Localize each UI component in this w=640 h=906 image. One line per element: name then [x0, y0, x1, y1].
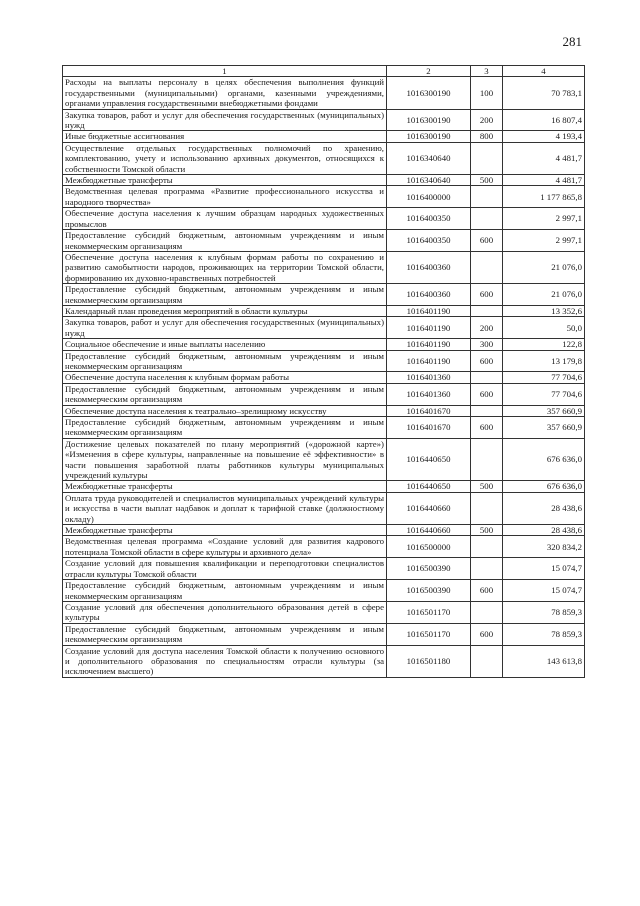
row-expense-type: 300 [471, 339, 503, 350]
table-row [63, 175, 585, 186]
row-code: 1016501170 [387, 623, 471, 645]
row-name: Календарный план проведения мероприятий в области культуры [63, 305, 387, 316]
table-row [63, 131, 585, 142]
table-header-row [63, 66, 585, 77]
row-sum: 1 177 865,8 [503, 186, 585, 208]
row-sum: 2 997,1 [503, 230, 585, 252]
row-code: 1016340640 [387, 175, 471, 186]
row-code: 1016401190 [387, 350, 471, 372]
row-expense-type: 200 [471, 317, 503, 339]
row-sum: 320 834,2 [503, 536, 585, 558]
header-code: 2 [387, 66, 471, 77]
row-sum: 78 859,3 [503, 623, 585, 645]
table-row [63, 339, 585, 350]
row-code: 1016401190 [387, 317, 471, 339]
table-row [63, 142, 585, 174]
row-code: 1016300190 [387, 109, 471, 131]
row-expense-type: 100 [471, 77, 503, 109]
header-name: 1 [63, 66, 387, 77]
row-name: Предоставление субсидий бюджетным, автономным учреждениям и иным некоммерческим организациям [63, 623, 387, 645]
table-row [63, 230, 585, 252]
row-sum: 143 613,8 [503, 645, 585, 677]
row-expense-type [471, 372, 503, 383]
row-sum: 357 660,9 [503, 417, 585, 439]
row-code: 1016500390 [387, 580, 471, 602]
row-expense-type: 500 [471, 525, 503, 536]
row-name: Достижение целевых показателей по плану мероприятий («дорожной карте») «Изменения в сфере культуры, направленные на повышение её эффективности» в части повышения заработной платы работников культуры муниципальных учреждений культуры [63, 438, 387, 481]
row-expense-type [471, 536, 503, 558]
row-name: Создание условий для доступа населения Томской области к получению основного и дополнительного образования по специальностям отрасли культуры (за исключением высшего) [63, 645, 387, 677]
row-expense-type [471, 645, 503, 677]
row-expense-type [471, 305, 503, 316]
row-sum: 21 076,0 [503, 284, 585, 306]
row-name: Ведомственная целевая программа «Развитие профессионального искусства и народного творчества» [63, 186, 387, 208]
row-sum: 4 193,4 [503, 131, 585, 142]
row-sum: 77 704,6 [503, 383, 585, 405]
table-row [63, 536, 585, 558]
table-row [63, 405, 585, 416]
row-expense-type: 600 [471, 580, 503, 602]
table-row [63, 186, 585, 208]
budget-table [62, 65, 585, 678]
row-expense-type [471, 186, 503, 208]
row-name: Предоставление субсидий бюджетным, автономным учреждениям и иным некоммерческим организациям [63, 230, 387, 252]
row-code: 1016400360 [387, 284, 471, 306]
table-row [63, 305, 585, 316]
row-expense-type [471, 208, 503, 230]
table-row [63, 525, 585, 536]
row-expense-type: 500 [471, 481, 503, 492]
row-name: Межбюджетные трансферты [63, 481, 387, 492]
row-expense-type [471, 142, 503, 174]
table-row [63, 317, 585, 339]
row-expense-type [471, 405, 503, 416]
row-expense-type [471, 558, 503, 580]
row-name: Обеспечение доступа населения к клубным формам работы по сохранению и развитию самобытности народов, проживающих на территории Томской области, формированию их духовно-нравственных потребностей [63, 251, 387, 283]
row-sum: 676 636,0 [503, 438, 585, 481]
row-name: Закупка товаров, работ и услуг для обеспечения государственных (муниципальных) нужд [63, 317, 387, 339]
table-row [63, 580, 585, 602]
row-code: 1016400000 [387, 186, 471, 208]
row-code: 1016401670 [387, 405, 471, 416]
page-number: 281 [562, 34, 582, 49]
row-sum: 78 859,3 [503, 601, 585, 623]
row-name: Оплата труда руководителей и специалистов муниципальных учреждений культуры и искусства в части выплат надбавок и доплат к тарифной ставке (должностному окладу) [63, 492, 387, 524]
row-name: Иные бюджетные ассигнования [63, 131, 387, 142]
row-name: Межбюджетные трансферты [63, 525, 387, 536]
row-sum: 2 997,1 [503, 208, 585, 230]
row-sum: 4 481,7 [503, 142, 585, 174]
row-code: 1016501170 [387, 601, 471, 623]
row-name: Ведомственная целевая программа «Создание условий для развития кадрового потенциала Томской области в сфере культуры и архивного дела» [63, 536, 387, 558]
row-expense-type: 600 [471, 230, 503, 252]
row-code: 1016300190 [387, 77, 471, 109]
row-sum: 13 179,8 [503, 350, 585, 372]
table-body [63, 77, 585, 677]
row-code: 1016401360 [387, 383, 471, 405]
row-code: 1016400350 [387, 230, 471, 252]
row-name: Предоставление субсидий бюджетным, автономным учреждениям и иным некоммерческим организациям [63, 383, 387, 405]
table-row [63, 251, 585, 283]
row-name: Осуществление отдельных государственных полномочий по хранению, комплектованию, учету и использованию архивных документов, относящихся к собственности Томской области [63, 142, 387, 174]
row-name: Социальное обеспечение и иные выплаты населению [63, 339, 387, 350]
row-name: Предоставление субсидий бюджетным, автономным учреждениям и иным некоммерческим организациям [63, 417, 387, 439]
row-code: 1016400350 [387, 208, 471, 230]
row-sum: 28 438,6 [503, 525, 585, 536]
row-name: Обеспечение доступа населения к лучшим образцам народных художественных промыслов [63, 208, 387, 230]
row-name: Обеспечение доступа населения к театрально–зрелищному искусству [63, 405, 387, 416]
row-expense-type [471, 492, 503, 524]
row-sum: 77 704,6 [503, 372, 585, 383]
row-expense-type: 600 [471, 284, 503, 306]
row-sum: 15 074,7 [503, 558, 585, 580]
row-sum: 50,0 [503, 317, 585, 339]
header-type: 3 [471, 66, 503, 77]
row-code: 1016300190 [387, 131, 471, 142]
row-code: 1016500000 [387, 536, 471, 558]
header-sum: 4 [503, 66, 585, 77]
table-row [63, 208, 585, 230]
row-sum: 21 076,0 [503, 251, 585, 283]
row-sum: 122,8 [503, 339, 585, 350]
row-name: Создание условий для повышения квалификации и переподготовки специалистов отрасли культуры Томской области [63, 558, 387, 580]
row-name: Создание условий для обеспечения дополнительного образования детей в сфере культуры [63, 601, 387, 623]
row-code: 1016440660 [387, 492, 471, 524]
table-row [63, 601, 585, 623]
row-name: Расходы на выплаты персоналу в целях обеспечения выполнения функций государственными (муниципальными) органами, казенными учреждениями, органами управления государственными внебюджетными фондами [63, 77, 387, 109]
row-code: 1016440650 [387, 438, 471, 481]
row-name: Межбюджетные трансферты [63, 175, 387, 186]
table-row [63, 417, 585, 439]
row-sum: 676 636,0 [503, 481, 585, 492]
table-row [63, 438, 585, 481]
row-sum: 4 481,7 [503, 175, 585, 186]
table-row [63, 558, 585, 580]
row-expense-type: 800 [471, 131, 503, 142]
row-code: 1016440660 [387, 525, 471, 536]
table-row [63, 372, 585, 383]
row-code: 1016401190 [387, 305, 471, 316]
row-name: Предоставление субсидий бюджетным, автономным учреждениям и иным некоммерческим организациям [63, 580, 387, 602]
row-expense-type [471, 251, 503, 283]
row-name: Предоставление субсидий бюджетным, автономным учреждениям и иным некоммерческим организациям [63, 284, 387, 306]
row-name: Закупка товаров, работ и услуг для обеспечения государственных (муниципальных) нужд [63, 109, 387, 131]
table-row [63, 645, 585, 677]
table-row [63, 481, 585, 492]
row-expense-type: 600 [471, 417, 503, 439]
row-code: 1016440650 [387, 481, 471, 492]
table-row [63, 350, 585, 372]
row-code: 1016401190 [387, 339, 471, 350]
row-sum: 357 660,9 [503, 405, 585, 416]
table-row [63, 284, 585, 306]
row-sum: 70 783,1 [503, 77, 585, 109]
row-expense-type: 600 [471, 623, 503, 645]
table-row [63, 109, 585, 131]
row-expense-type [471, 438, 503, 481]
table-row [63, 77, 585, 109]
table-row [63, 383, 585, 405]
row-code: 1016500390 [387, 558, 471, 580]
row-expense-type: 500 [471, 175, 503, 186]
row-expense-type: 200 [471, 109, 503, 131]
row-code: 1016401360 [387, 372, 471, 383]
row-sum: 13 352,6 [503, 305, 585, 316]
table-row [63, 492, 585, 524]
row-name: Обеспечение доступа населения к клубным формам работы [63, 372, 387, 383]
table-row [63, 623, 585, 645]
row-code: 1016340640 [387, 142, 471, 174]
row-expense-type [471, 601, 503, 623]
row-expense-type: 600 [471, 350, 503, 372]
row-sum: 28 438,6 [503, 492, 585, 524]
row-name: Предоставление субсидий бюджетным, автономным учреждениям и иным некоммерческим организациям [63, 350, 387, 372]
row-code: 1016400360 [387, 251, 471, 283]
row-sum: 15 074,7 [503, 580, 585, 602]
row-expense-type: 600 [471, 383, 503, 405]
row-sum: 16 807,4 [503, 109, 585, 131]
row-code: 1016501180 [387, 645, 471, 677]
row-code: 1016401670 [387, 417, 471, 439]
